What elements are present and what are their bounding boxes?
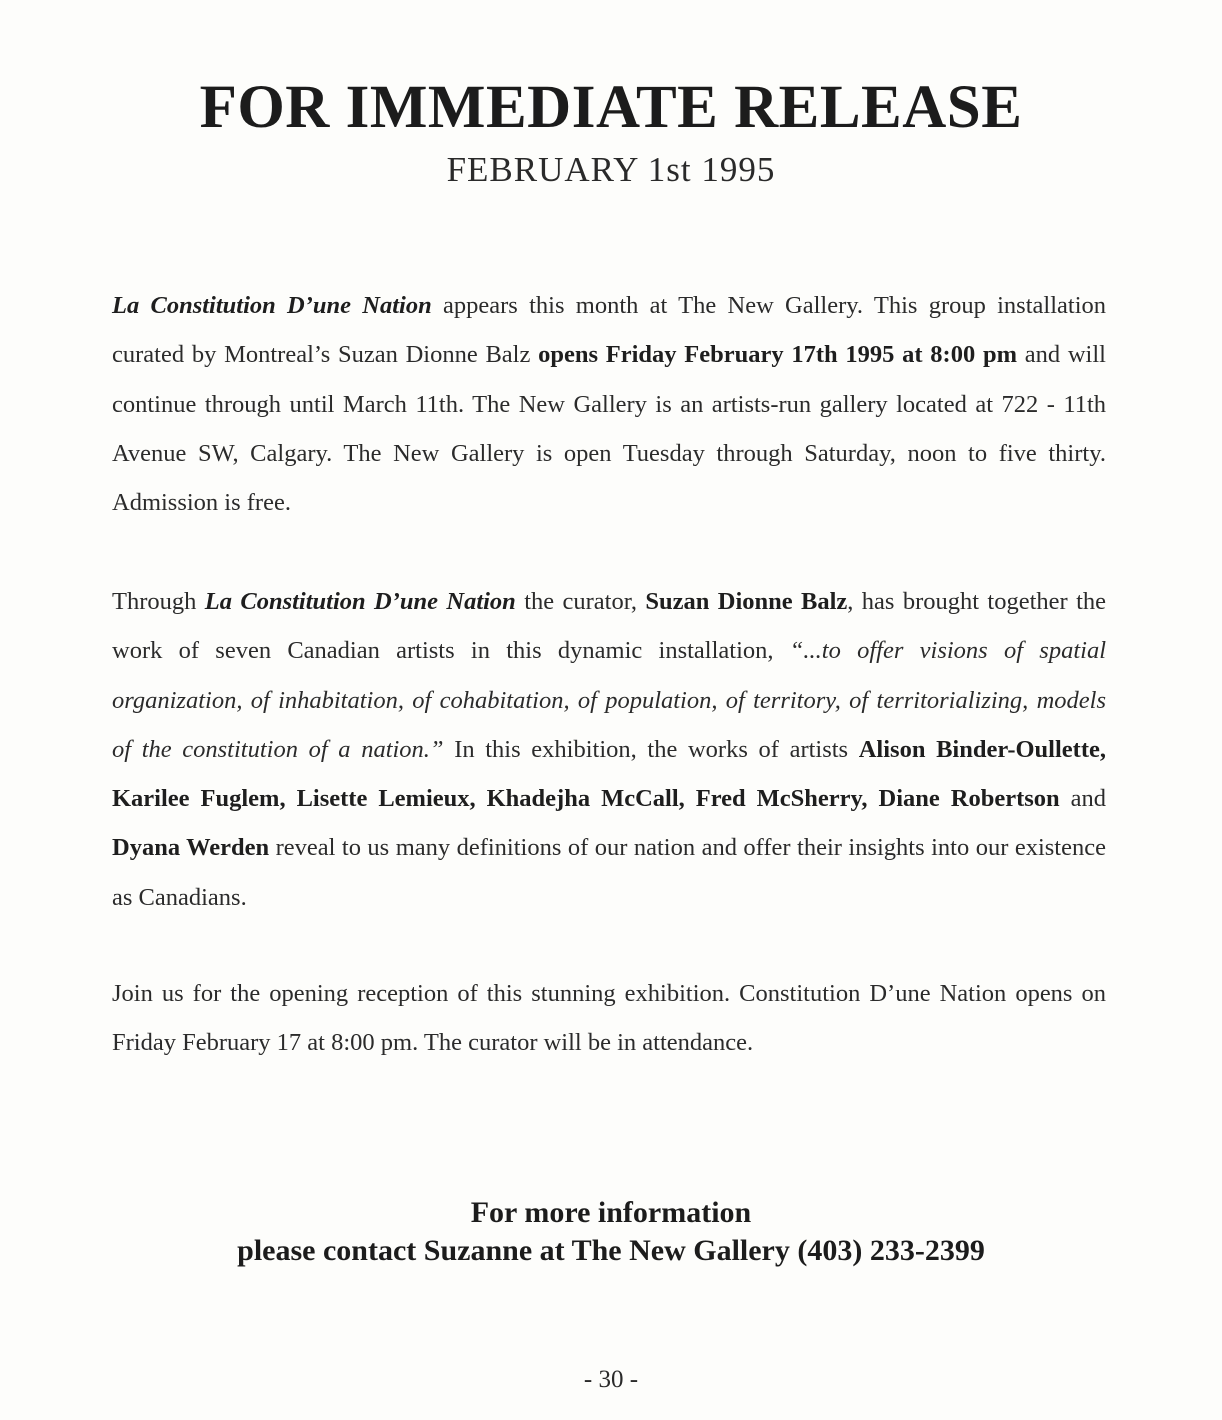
paragraph-announcement xyxy=(112,281,1106,527)
artist-names: Alison Binder-Oullette, Karilee Fuglem, Lisette Lemieux, Khadejha McCall, Fred McSherry, Diane Robertson xyxy=(112,735,1106,813)
paragraph-curator xyxy=(112,577,1106,922)
paragraph2-text-1: Through xyxy=(112,588,205,615)
exhibition-title: La Constitution D’une Nation xyxy=(112,292,432,319)
paragraph2-text-2: the curator, xyxy=(515,588,646,615)
page-number: - 30 - xyxy=(583,1366,639,1393)
header xyxy=(0,74,1222,192)
paragraph2-text-6: reveal to us many definitions of our nation and offer their insights into our existence as Canadians. xyxy=(112,834,1106,911)
opening-details: opens Friday February 17th 1995 at 8:00 pm xyxy=(538,341,1017,369)
page-title: FOR IMMEDIATE RELEASE xyxy=(199,74,1023,141)
reception-text: Join us for the opening reception of this stunning exhibition. Constitution D’une Nation opens on Friday February 17 at 8:00 pm. The curator will be in attendance. xyxy=(112,980,1106,1057)
contact-line-1: For more information xyxy=(470,1196,752,1229)
paragraph1-text-1: appears this month at The New Gallery. This group installation curated by Montreal’s Suzan Dionne Balz xyxy=(112,292,1107,369)
paragraph2-text-4: In this exhibition, the works of artists xyxy=(443,735,859,763)
paragraph1-text-2: and will continue through until March 11th. The New Gallery is an artists-run gallery located at 722 - 11th Avenue SW, Calgary. The New Gallery is open Tuesday through Saturday, noon to five thirty. Admission is free. xyxy=(112,341,1106,517)
artist-name-last: Dyana Werden xyxy=(112,834,270,862)
curator-name: Suzan Dionne Balz xyxy=(645,588,848,615)
curator-quote: “...to offer visions of spatial organization, of inhabitation, of cohabitation, of population, of territory, of territorializing, models of the constitution of a nation.” xyxy=(112,637,1107,763)
paragraph2-text-5: and xyxy=(1059,785,1107,813)
paragraph-reception xyxy=(112,969,1106,1068)
release-date: FEBRUARY 1st 1995 xyxy=(446,150,776,189)
paragraph2-text-3: , has brought together the work of seven Canadian artists in this dynamic installation, xyxy=(112,588,1107,665)
exhibition-title: La Constitution D’une Nation xyxy=(204,588,516,615)
contact-line-2: please contact Suzanne at The New Gallery (403) 233-2399 xyxy=(237,1234,985,1267)
contact-footer xyxy=(0,1194,1222,1270)
